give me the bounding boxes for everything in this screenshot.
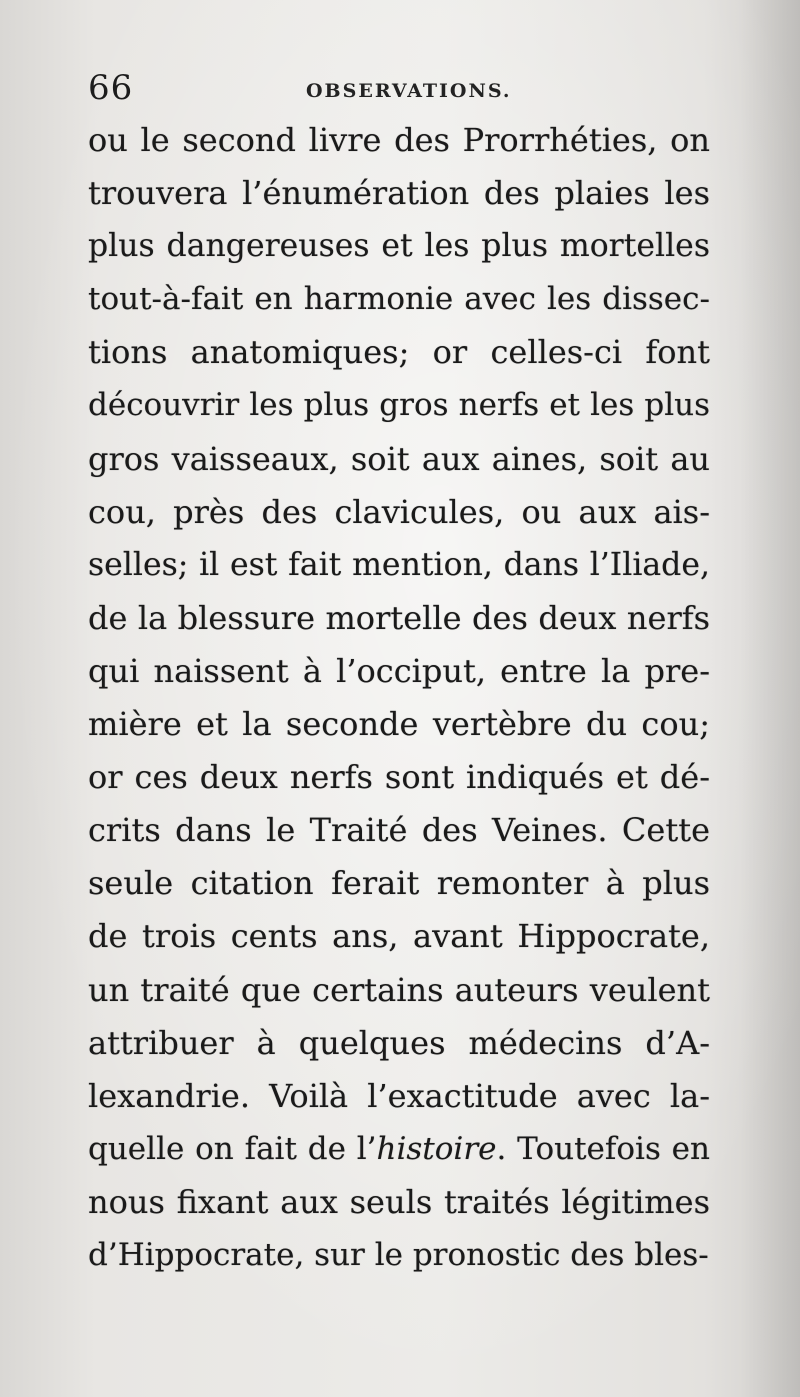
text-line: or ces deux nerfs sont indiqués et dé- [88, 758, 710, 797]
text-line: qui naissent à l’occiput, entre la pre- [88, 651, 710, 690]
text-line: crits dans le Traité des Veines. Cette [88, 811, 710, 850]
text-line: découvrir les plus gros nerfs et les plus [88, 387, 710, 424]
text-line: nous fixant aux seuls traités légitimes [88, 1182, 710, 1221]
text-line: plus dangereuses et les plus mortelles [88, 228, 710, 265]
page-header [88, 68, 708, 112]
text-line: attribuer à quelques médecins d’A- [88, 1023, 710, 1062]
text-segment: . Toutefois en [496, 1130, 710, 1167]
text-segment: quelle on fait de l’ [88, 1130, 377, 1167]
text-line: selles; il est fait mention, dans l’Iliade, [88, 546, 710, 583]
text-line: de la blessure mortelle des deux nerfs [88, 598, 710, 637]
text-line: lexandrie. Voilà l’exactitude avec la- [88, 1076, 710, 1115]
italic-word: histoire [376, 1130, 497, 1167]
text-line: trouvera l’énumération des plaies les [88, 174, 710, 213]
text-line: cou, près des clavicules, ou aux ais- [88, 492, 710, 531]
text-line: de trois cents ans, avant Hippocrate, [88, 917, 710, 956]
text-line: ou le second livre des Prorrhéties, on [88, 121, 710, 159]
text-line: un traité que certains auteurs veulent [88, 970, 710, 1009]
text-line: tions anatomiques; or celles-ci font [88, 333, 710, 372]
text-line: gros vaisseaux, soit aux aines, soit au [88, 439, 710, 478]
page-number: 66 [88, 68, 134, 108]
text-line: seule citation ferait remonter à plus [88, 864, 710, 903]
body-text [88, 114, 710, 1282]
text-line: mière et la seconde vertèbre du cou; [88, 705, 710, 744]
text-line-hyphenated: d’Hippocrate, sur le pronostic des bles- [88, 1236, 709, 1273]
text-line: tout-à-fait en harmonie avec les dissec- [88, 281, 710, 318]
running-head: OBSERVATIONS. [306, 80, 512, 102]
text-line-with-italic [88, 1123, 710, 1176]
